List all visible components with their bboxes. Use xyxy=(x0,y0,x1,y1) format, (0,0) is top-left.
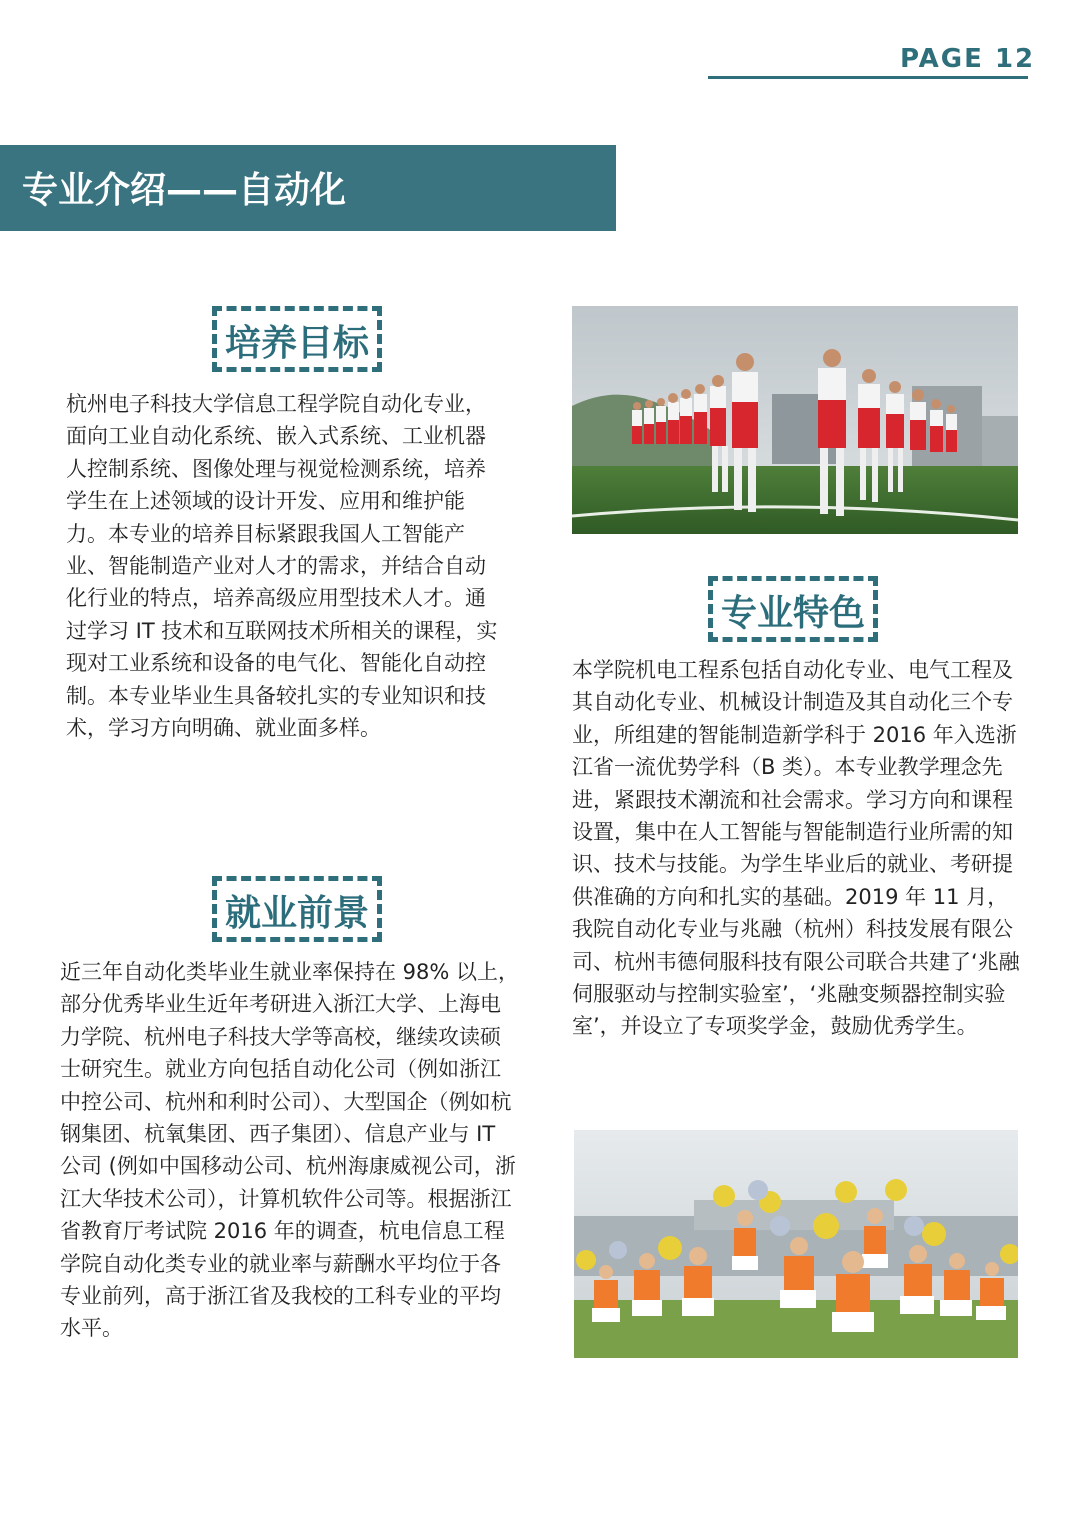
page-number-underline xyxy=(708,76,1028,79)
feature-heading: 专业特色 xyxy=(720,593,865,634)
goal-body: 杭州电子科技大学信息工程学院自动化专业，面向工业自动化系统、嵌入式系统、工业机器人控制系统、图像处理与视觉检测系统，培养学生在上述领域的设计开发、应用和维护能力。本专业的培养目标紧跟我国人工智能产业、智能制造产业对人才的需求，并结合自动化行业的特点，培养高级应用型技术人才。通过学习 IT 技术和互联网技术所相关的课程，实现对工业系统和设备的电气化、智能化自动控制。本专业毕业生具备较扎实的专业知识和技术，学习方向明确、就业面多样。 xyxy=(66,392,498,741)
page-number: PAGE 12 xyxy=(900,44,1036,74)
page-title: 专业介绍——自动化 xyxy=(22,170,347,211)
goal-heading-frame xyxy=(212,306,382,372)
goal-heading: 培养目标 xyxy=(224,323,369,364)
feature-heading-frame xyxy=(708,576,878,642)
cheerleading-illustration xyxy=(574,1130,1018,1358)
football-team-photo xyxy=(572,306,1018,534)
career-body: 近三年自动化类毕业生就业率保持在 98% 以上，部分优秀毕业生近年考研进入浙江大学、上海电力学院、杭州电子科技大学等高校，继续攻读硕士研究生。就业方向包括自动化公司（例如浙江中控公司、杭州和利时公司）、大型国企（例如杭钢集团、杭氧集团、西子集团）、信息产业与 IT 公司 (例如中国移动公司、杭州海康威视公司，浙江大华技术公司），计算机软件公司等。根据浙江省教育厅考试院 2016 年的调查，杭电信息工程学院自动化类专业的就业率与薪酬水平均位于各专业前列，高于浙江省及我校的工科专业的平均水平。 xyxy=(60,960,520,1341)
cheerleading-photo xyxy=(574,1130,1018,1358)
career-heading: 就业前景 xyxy=(224,893,369,934)
career-heading-frame xyxy=(212,876,382,942)
football-team-illustration xyxy=(572,306,1018,534)
feature-body: 本学院机电工程系包括自动化专业、电气工程及其自动化专业、机械设计制造及其自动化三个专业，所组建的智能制造新学科于 2016 年入选浙江省一流优势学科（B 类）。本专业教学理念先进，紧跟技术潮流和社会需求。学习方向和课程设置，集中在人工智能与智能制造行业所需的知识、技术与技能。为学生毕业后的就业、考研提供准确的方向和扎实的基础。2019 年 11 月，我院自动化专业与兆融（杭州）科技发展有限公司、杭州韦德伺服科技有限公司联合共建了‘兆融伺服驱动与控制实验室’，‘兆融变频器控制实验室’，并设立了专项奖学金，鼓励优秀学生。 xyxy=(572,658,1020,1039)
